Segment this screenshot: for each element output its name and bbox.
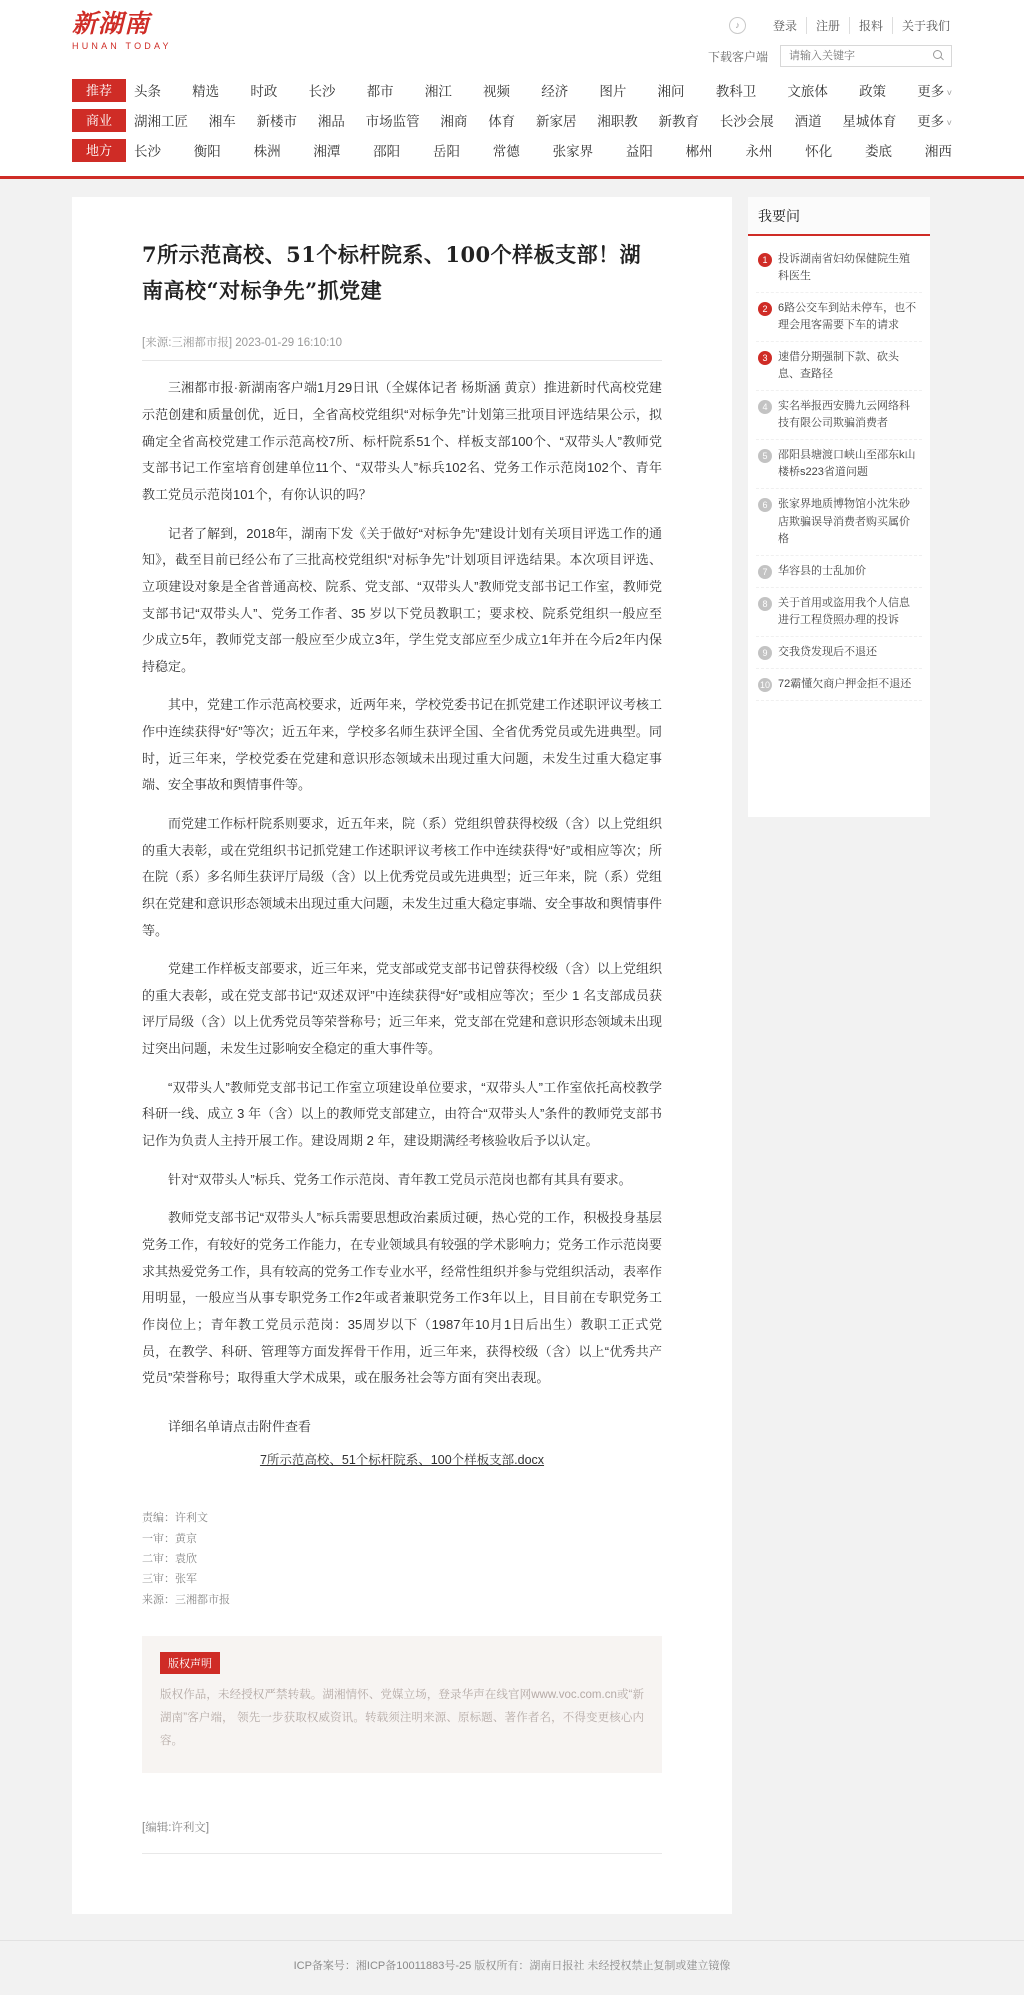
rank-badge: 10 — [759, 679, 770, 690]
article-paragraph: 其中，党建工作示范高校要求，近两年来，学校党委书记在抓党建工作述职评议考核工作中连续获得“好”等次；近五年来，学校多名师生获评全国、全省优秀党员或先进典型。同时，近三年来，学校党委在党建和意识形态领域未出现过重大问题，未发生过重大稳定事端、安全事故和舆情事件等。 — [142, 697, 663, 793]
nav-item-more-business[interactable]: 更多 ˅ — [917, 110, 952, 130]
nav-item-zhangjiajie[interactable]: 张家界 — [552, 144, 594, 159]
question-text: 张家界地质博物馆小沈朱砂店欺骗误导消费者购买属价格 — [778, 498, 910, 545]
rank-badge: 8 — [758, 597, 772, 611]
nav-tag-business[interactable]: 商业 — [72, 109, 126, 132]
nav-item-changde[interactable]: 常德 — [492, 144, 520, 159]
list-item[interactable] — [756, 588, 922, 637]
article-credits — [142, 1508, 662, 1610]
list-item[interactable] — [756, 244, 922, 293]
nav-item-xiangpin[interactable]: 湘品 — [317, 114, 345, 129]
question-text: 投诉湖南省妇幼保健院生殖科医生 — [778, 253, 910, 283]
search-row — [72, 42, 952, 70]
nav-item-xinjiaju[interactable]: 新家居 — [535, 114, 577, 129]
article-paragraph: 而党建工作标杆院系则要求，近五年来，院（系）党组织曾获得校级（含）以上党组织的重大表彰，或在党组织书记抓党建工作述职评议考核工作中连续获得“好”或相应等次；所在院（系）多名师生获评厅局级（含）以上优秀党员或先进典型；近三年来，院（系）党组织在党建和意识形态领域未出现过重大问题，未发生过重大稳定事端、安全事故和舆情事件等。 — [142, 815, 663, 938]
nav-tag-local[interactable]: 地方 — [72, 139, 126, 162]
article-paragraph: 针对“双带头人”标兵、党务工作示范岗、青年教工党员示范岗也都有其具有要求。 — [168, 1171, 632, 1187]
credit-first-review: 一审：黄京 — [142, 1532, 197, 1545]
question-text: 交我贷发现后不退还 — [778, 645, 877, 658]
nav-item-dushi[interactable]: 都市 — [366, 84, 394, 99]
nav-item-xiangjiang[interactable]: 湘江 — [424, 84, 452, 99]
nav-item-zhengce[interactable]: 政策 — [859, 84, 887, 99]
nav-item-tupian[interactable]: 图片 — [599, 84, 627, 99]
question-text: 72霸懂欠商户押金拒不退还 — [778, 677, 912, 690]
sound-icon[interactable]: ♪ — [729, 17, 746, 34]
top-utility-bar — [72, 10, 952, 40]
nav-item-shichangjianguan[interactable]: 市场监管 — [365, 114, 420, 129]
article-paragraph: “双带头人”教师党支部书记工作室立项建设单位要求，“双带头人”工作室依托高校教学科研一线、成立 3 年（含）以上的教师党支部建立，由符合“双带头人”条件的教师党支部书记作为负责人主持开展工作。建设周期 2 年，建设期满经考核验收后予以认定。 — [142, 1079, 662, 1149]
rank-badge: 4 — [758, 400, 772, 414]
editor-footer-line: [编辑:许利文] — [142, 1819, 662, 1854]
nav-row-business — [72, 106, 952, 134]
article-paragraph: 党建工作样板支部要求，近三年来，党支部或党支部书记曾获得校级（含）以上党组织的重大表彰，或在党支部书记“双述双评”中连续获得“好”或相应等次；至少 1 名支部成员获评厅局级（含）以上优秀党员等荣誉称号；近三年来，党支部在党建和意识形态领域未出现过突出问题，未发生过影响安全稳定的重大事件等。 — [142, 961, 663, 1057]
rank-badge: 2 — [758, 302, 772, 316]
article-paragraph: 记者了解到，2018年，湖南下发《关于做好“对标争先”建设计划有关项目评选工作的通知》，截至目前已经公布了三批高校党组织“对标争先”计划项目评选结果。本次项目评选、立项建设对象是全省普通高校、院系、党支部、“双带头人”教师党支部书记工作室，教师党支部书记“双带头人”、党务工作者、35 岁以下党员教职工；要求校、院系党组织一般应至少成立5年，教师党支部一般应至少成立3年，学生党支部应至少成立1年并在今后2年内保持稳定。 — [142, 525, 662, 674]
nav-item-yongzhou[interactable]: 永州 — [745, 144, 773, 159]
attachment-download-link[interactable]: 7所示范高校、51个标杆院系、100个样板支部.docx — [259, 1453, 545, 1468]
rank-badge: 1 — [758, 253, 772, 267]
nav-item-xiangzhijiao[interactable]: 湘职教 — [597, 114, 638, 129]
search-icon[interactable] — [933, 50, 945, 62]
article-paragraph: 三湘都市报·新湖南客户端1月29日讯（全媒体记者 杨斯涵 黄京）推进新时代高校党建示范创建和质量创优，近日，全省高校党组织“对标争先”计划第三批项目评选结果公示，拟确定全省高校党建工作示范高校7所、标杆院系51个、样板支部100个、“双带头人”教师党支部书记工作室培育创建单位11个、“双带头人”标兵102名、党务工作示范岗102个、青年教工党员示范岗101个，有你认识的吗？ — [142, 380, 662, 502]
page-title: 7所示范高校、51个标杆院系、100个样板支部！湖南高校“对标争先”抓党建 — [142, 242, 642, 303]
copyright-text: 版权作品，未经授权严禁转载。湖湘情怀、党媒立场，登录华声在线官网www.voc.com.cn或“新湖南”客户端， 领先一步获取权威资讯。转载须注明来源、原标题、著作者名，不得变更核心内容。 — [160, 1689, 644, 1748]
copyright-box — [142, 1636, 662, 1773]
list-item[interactable] — [756, 391, 922, 440]
nav-item-shaoyang[interactable]: 邵阳 — [373, 144, 401, 159]
question-text: 实名举报西安腾九云网络科技有限公司欺骗消费者 — [778, 400, 910, 430]
search-box[interactable] — [780, 45, 952, 67]
nav-row-local — [72, 136, 952, 164]
credit-second-review: 二审：袁欣 — [142, 1553, 197, 1566]
list-item[interactable] — [756, 669, 922, 701]
list-item[interactable] — [756, 293, 922, 342]
credit-editor: 责编：许利文 — [142, 1512, 208, 1525]
nav-item-yiyang[interactable]: 益阳 — [625, 144, 653, 159]
download-app-label[interactable]: 下载客户端 — [707, 49, 768, 64]
nav-item-tiyu[interactable]: 体育 — [488, 114, 516, 129]
nav-item-jingxuan[interactable]: 精选 — [192, 84, 220, 99]
list-item[interactable] — [756, 342, 922, 391]
nav-item-xiangxi[interactable]: 湘西 — [924, 144, 952, 159]
list-item[interactable] — [756, 637, 922, 669]
nav-item-xinloushi[interactable]: 新楼市 — [256, 114, 298, 129]
rank-badge: 7 — [758, 565, 772, 579]
register-link[interactable]: 注册 — [807, 17, 850, 34]
sidebar — [748, 197, 930, 817]
rank-badge: 5 — [758, 449, 772, 463]
nav-item-jiaokewei[interactable]: 教科卫 — [715, 84, 757, 99]
nav-item-hengyang[interactable]: 衡阳 — [193, 144, 221, 159]
nav-item-jingji[interactable]: 经济 — [541, 84, 569, 99]
nav-item-xingchengtiyu[interactable]: 星城体育 — [842, 114, 897, 129]
list-item[interactable] — [756, 556, 922, 588]
site-logo[interactable] — [72, 10, 192, 51]
copyright-badge: 版权声明 — [160, 1652, 220, 1674]
report-news-link[interactable]: 报料 — [850, 17, 893, 34]
question-text: 关于首用或盗用我个人信息进行工程贷照办理的投诉 — [778, 596, 910, 626]
rank-badge: 9 — [758, 646, 772, 660]
site-header — [0, 0, 1024, 179]
login-link[interactable]: 登录 — [764, 17, 807, 34]
nav-item-xiangshang[interactable]: 湘商 — [440, 114, 468, 129]
nav-rows — [72, 70, 952, 176]
question-text: 华容县的士乱加价 — [778, 564, 866, 577]
nav-item-huaihua[interactable]: 怀化 — [805, 144, 833, 159]
nav-row-recommend — [72, 76, 952, 104]
logo-chinese-text: 新湖南 — [72, 9, 151, 38]
nav-item-toutiao[interactable]: 头条 — [134, 84, 161, 99]
credit-source: 来源：三湘都市报 — [142, 1593, 230, 1606]
content-area — [72, 179, 952, 1914]
nav-item-chenzhou[interactable]: 郴州 — [685, 144, 713, 159]
nav-item-changsha[interactable]: 长沙 — [308, 84, 336, 99]
icp-text: ICP备案号：湘ICP备10011883号-25 版权所有：湖南日报社 未经授权禁止复制或建立镜像 — [293, 1960, 731, 1973]
sidebar-title: 我要问 — [748, 197, 930, 236]
article-paragraph: 教师党支部书记“双带头人”标兵需要思想政治素质过硬，热心党的工作，积极投身基层党务工作，有较好的党务工作能力，在专业领域具有较强的学术影响力；党务工作示范岗要求其热爱党务工作，具有较高的党务工作专业水平，经常性组织并参与党组织活动，表率作用明显，一般应当从事专职党务工作2年或者兼职党务工作3年以上，目目前在专职党务工作岗位上；青年教工党员示范岗：35周岁以下（1987年10月1日后出生）教职工正式党员，在教学、科研、管理等方面发挥骨干作用，近三年来，获得校级（含）以上“优秀共产党员”荣誉称号；取得重大学术成果，或在服务社会等方面有突出表现。 — [142, 1210, 663, 1386]
nav-tag-recommend[interactable]: 推荐 — [72, 79, 126, 102]
rank-badge: 6 — [758, 498, 772, 512]
nav-item-xinjiaoyu[interactable]: 新教育 — [658, 114, 700, 129]
article-meta: [来源:三湘都市报] 2023-01-29 16:10:10 — [142, 334, 662, 361]
nav-item-jiudao[interactable]: 酒道 — [794, 114, 822, 129]
nav-item-xiangtan[interactable]: 湘潭 — [313, 144, 341, 159]
nav-item-shipin[interactable]: 视频 — [483, 84, 511, 99]
attachment-lead-text: 详细名单请点击附件查看 — [168, 1418, 312, 1434]
nav-item-yueyang[interactable]: 岳阳 — [432, 144, 460, 159]
nav-item-huxianggongjiang[interactable]: 湖湘工匠 — [134, 114, 188, 129]
question-text: 6路公交车到站未停车，也不理会甩客需要下车的请求 — [778, 302, 917, 332]
question-list — [748, 236, 930, 717]
credit-third-review: 三审：张军 — [142, 1573, 197, 1586]
list-item[interactable] — [756, 440, 922, 489]
nav-item-changshahuizhan[interactable]: 长沙会展 — [719, 114, 774, 129]
article-container — [72, 197, 732, 1914]
nav-item-zhuzhou[interactable]: 株洲 — [253, 144, 281, 159]
nav-item-more-recommend[interactable]: 更多 ˅ — [917, 80, 952, 100]
logo-english-text: HUNAN TODAY — [72, 40, 172, 51]
question-text: 邵阳县塘渡口峡山至邵东k山楼桥s223省道问题 — [778, 449, 916, 479]
nav-item-local-changsha[interactable]: 长沙 — [134, 144, 161, 159]
search-input[interactable] — [787, 49, 933, 63]
list-item[interactable] — [756, 489, 922, 555]
about-us-link[interactable]: 关于我们 — [901, 18, 950, 33]
nav-item-shizheng[interactable]: 时政 — [250, 84, 278, 99]
nav-item-xiangche[interactable]: 湘车 — [208, 114, 236, 129]
rank-badge: 3 — [758, 351, 772, 365]
question-text: 速借分期强制下款、砍头息、查路径 — [778, 351, 899, 381]
nav-item-xiangwen[interactable]: 湘问 — [657, 84, 685, 99]
nav-item-loudi[interactable]: 娄底 — [865, 144, 893, 159]
site-footer — [0, 1940, 1024, 1995]
nav-item-wenlvti[interactable]: 文旅体 — [787, 84, 828, 99]
